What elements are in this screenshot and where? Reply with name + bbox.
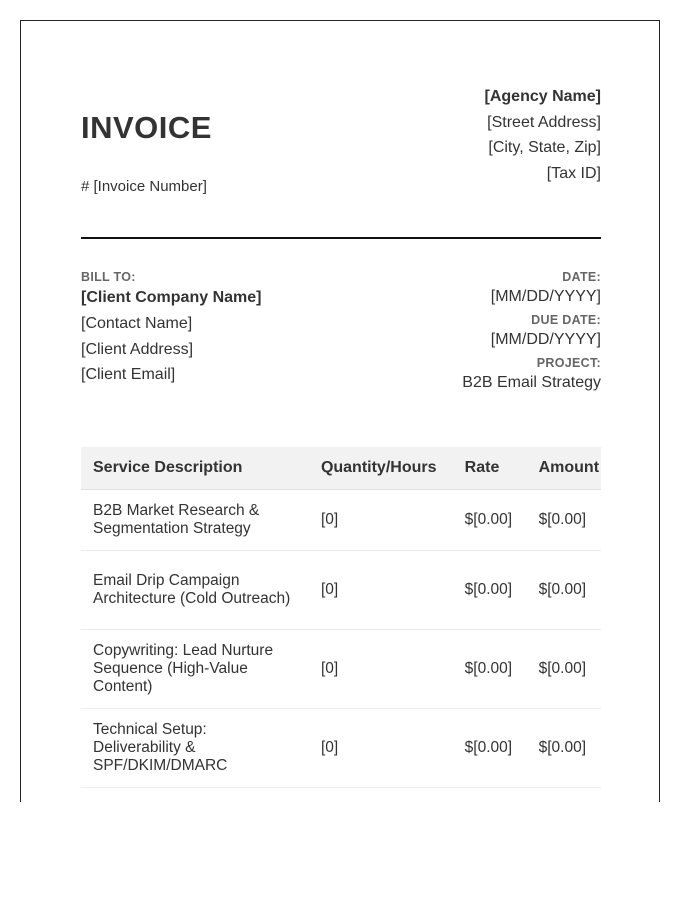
agency-city: [City, State, Zip]: [488, 139, 601, 156]
row-rate: $[0.00]: [453, 709, 527, 788]
agency-street: [Street Address]: [487, 113, 601, 131]
project-value: B2B Email Strategy: [462, 374, 601, 391]
invoice-page: [20, 20, 660, 802]
header-service-description: Service Description: [81, 447, 309, 490]
row-rate: $[0.00]: [453, 490, 527, 551]
row-description: Technical Setup: Deliverability & SPF/DKIM/DMARC: [81, 709, 309, 788]
row-description: Email Drip Campaign Architecture (Cold Outreach): [81, 551, 309, 630]
table-header-row: [81, 447, 601, 490]
client-contact-name: [Contact Name]: [81, 315, 193, 332]
header-divider: [81, 237, 601, 239]
services-table: [81, 447, 601, 788]
header-quantity-hours: Quantity/Hours: [309, 447, 453, 490]
table-row: [81, 551, 601, 630]
row-rate: $[0.00]: [453, 551, 527, 630]
invoice-title: INVOICE: [81, 110, 212, 145]
row-description: Copywriting: Lead Nurture Sequence (High-Value Content): [81, 630, 309, 709]
date-label: DATE:: [562, 270, 601, 284]
invoice-header: [81, 21, 601, 238]
invoice-number: # [Invoice Number]: [81, 178, 207, 195]
project-label: PROJECT:: [536, 356, 601, 370]
due-date-value: [MM/DD/YYYY]: [490, 331, 601, 348]
row-description: B2B Market Research & Segmentation Strategy: [81, 490, 309, 551]
agency-tax-id: [Tax ID]: [546, 164, 601, 182]
bill-to-label: BILL TO:: [81, 270, 136, 284]
bill-to-block: [81, 269, 261, 388]
row-amount: $[0.00]: [527, 490, 601, 551]
header-amount: Amount: [527, 447, 601, 490]
row-quantity: [0]: [309, 551, 453, 630]
date-value: [MM/DD/YYYY]: [490, 288, 601, 305]
client-email: [Client Email]: [81, 366, 176, 383]
client-company-name: [Client Company Name]: [81, 289, 262, 306]
row-amount: $[0.00]: [527, 630, 601, 709]
due-date-label: DUE DATE:: [531, 313, 601, 327]
client-address: [Client Address]: [81, 340, 194, 358]
agency-name: [Agency Name]: [484, 88, 601, 105]
row-quantity: [0]: [309, 630, 453, 709]
table-row: [81, 490, 601, 551]
row-amount: $[0.00]: [527, 551, 601, 630]
agency-block: [485, 84, 601, 186]
invoice-meta-block: [462, 269, 601, 398]
header-rate: Rate: [453, 447, 527, 490]
row-rate: $[0.00]: [453, 630, 527, 709]
row-quantity: [0]: [309, 709, 453, 788]
row-amount: $[0.00]: [527, 709, 601, 788]
table-row: [81, 630, 601, 709]
table-row: [81, 709, 601, 788]
row-quantity: [0]: [309, 490, 453, 551]
